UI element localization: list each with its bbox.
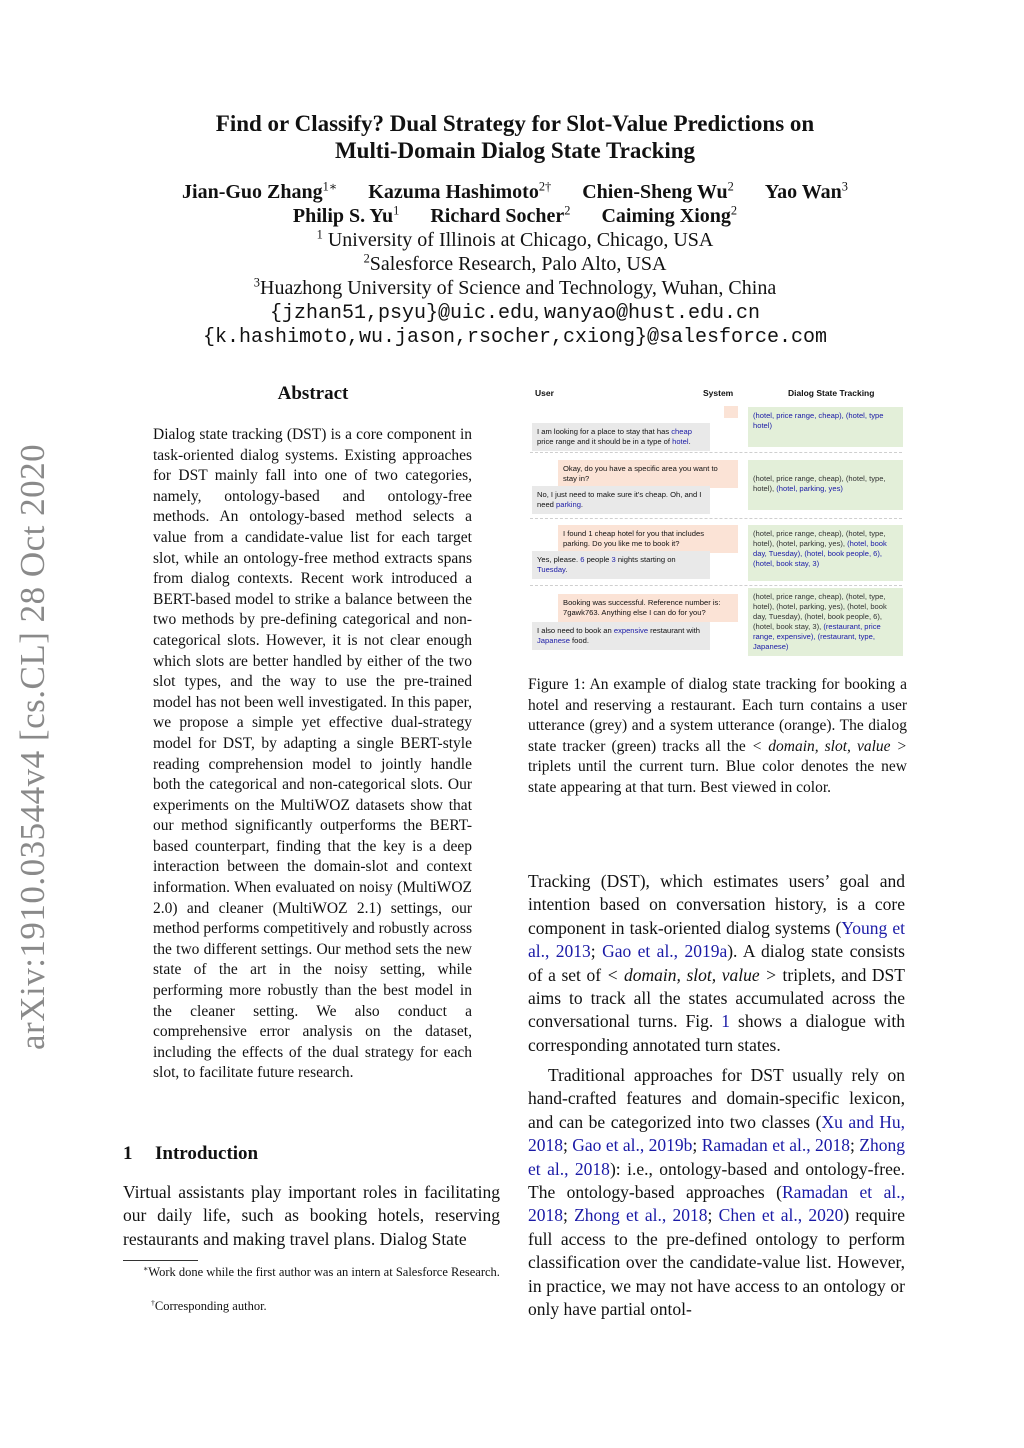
author-line-2 [150, 204, 880, 228]
author-mark: 2 [730, 203, 738, 218]
turn-separator [530, 518, 902, 519]
system-utterance: Okay, do you have a specific area you want to stay in? [558, 460, 738, 488]
title-line-1: Find or Classify? Dual Strategy for Slot-Value Predictions on [215, 111, 815, 136]
author-mark: 3 [841, 179, 848, 194]
user-utterance: Yes, please. 6 people 3 nights starting on Tuesday. [532, 551, 710, 579]
footnote-2: †Corresponding author. [151, 1297, 267, 1313]
figure-header-user: User [535, 388, 554, 398]
figure-1-dialog-example [528, 380, 906, 658]
affiliation-mark: 1 [316, 227, 323, 242]
dialog-state: (hotel, price range, cheap), (hotel, type, hotel), (hotel, parking, yes) [748, 460, 903, 510]
section-heading-introduction [123, 1143, 258, 1165]
body-paragraph-1: Tracking (DST), which estimates users’ goal and intention based on conversation history, is a core component in task-oriented dialog systems (Young et al., 2013; Gao et al., 2019a). A dialog state consists of a set of < domain, slot, value > triplets, and DST aims to track all the states accumulated across the conversational turns. Fig. 1 shows a dialogue with corresponding annotated turn states. [528, 871, 906, 1055]
citation-link[interactable]: Ramadan et al., 2018 [528, 1182, 905, 1226]
citation-link[interactable]: Gao et al., 2019a [602, 941, 728, 962]
author-block [150, 180, 880, 350]
abstract-body: Dialog state tracking (DST) is a core component in task-oriented dialog systems. Existing approaches for DST mainly fall into one of two categories, namely, ontology-based and ontology-free methods. An ontology-based method selects a value from a candidate-value list for each target slot, while an ontology-free method extracts spans from dialog contexts. Recent work introduced a BERT-based model to strike a balance between the two methods by pre-defining categorical and non-categorical slots. However, it is not clear enough which slots are better handled by either of the two slot types, and the way to use the pre-trained model has not been well investigated. In this paper, we propose a simple yet effective dual-strategy model for DST, by adapting a single BERT-style reading comprehension model to jointly handle both the categorical and non-categorical slots. Our experiments on the MultiWOZ datasets show that our method significantly outperforms the BERT-based counterpart, finding that the key is a deep interaction between the domain-slot and context information. When evaluated on noisy (MultiWOZ 2.0) and cleaner (MultiWOZ 2.1) settings, our method performs competitively and robustly across the two different settings. Our method sets the new state of the art in the noisy setting, while performing more robustly than the best model in the cleaner setting. We also conduct a comprehensive error analysis on the dataset, including the effects of the dual strategy for each slot, to facilitate future research. [153, 426, 472, 1082]
body-paragraph-2: Traditional approaches for DST usually rely on hand-crafted features and domain-specific lexicon, and can be categorized into two classes (Xu and Hu, 2018; Gao et al., 2019b; Ramadan et al., 2018; Zhong et al., 2018): i.e., ontology-based and ontology-free. The ontology-based approaches (Ramadan et al., 2018; Zhong et al., 2018; Chen et al., 2020) require full access to the pre-defined ontology to perform classification over the candidate-value list. However, in practice, we may not have access to an ontology or only have partial ontol- [528, 1065, 906, 1320]
section-title: Introduction [155, 1143, 259, 1164]
affiliation [150, 228, 880, 252]
affiliation-text: Huazhong University of Science and Technology, Wuhan, China [260, 277, 777, 299]
citation-link[interactable]: Xu and Hu, 2018 [528, 1111, 906, 1156]
affiliation-mark: 2 [363, 251, 370, 266]
affiliation [150, 276, 880, 300]
affiliation-mark: 3 [253, 275, 260, 290]
dialog-state: (hotel, price range, cheap), (hotel, type hotel) [748, 407, 903, 447]
author-mark: 1∗ [322, 179, 338, 194]
citation-link[interactable]: Ramadan et al., 2018 [701, 1135, 851, 1156]
author-name: Kazuma Hashimoto [368, 181, 539, 203]
author-mark: 1 [393, 203, 400, 218]
title-line-2: Multi-Domain Dialog State Tracking [334, 138, 696, 163]
email-line-1: {jzhan51,psyu}@uic.edu, wanyao@hust.edu.cn [269, 301, 761, 325]
turn-separator [530, 585, 902, 586]
affiliation-text: University of Illinois at Chicago, Chicago, USA [322, 229, 714, 251]
author-mark: 2† [538, 179, 552, 194]
paper-title [150, 110, 880, 164]
system-utterance: I found 1 cheap hotel for you that includes parking. Do you like me to book it? [558, 525, 738, 553]
citation-link[interactable]: Zhong et al., 2018 [528, 1135, 905, 1179]
citation-link[interactable]: Young et al., 2013 [528, 917, 906, 962]
affiliation-text: Salesforce Research, Palo Alto, USA [369, 253, 667, 275]
citation-link[interactable]: Chen et al., 2020 [718, 1205, 844, 1226]
abstract-heading: Abstract [277, 383, 349, 404]
footnote-1: ∗Work done while the first author was an intern at Salesforce Research. [143, 1263, 500, 1279]
arxiv-side-stamp: arXiv:1910.03544v4 [cs.CL] 28 Oct 2020 [13, 443, 52, 1050]
figure-header-dst: Dialog State Tracking [788, 388, 875, 398]
citation-link[interactable]: Zhong et al., 2018 [574, 1205, 708, 1226]
author-mark: 2 [727, 179, 734, 194]
citation-link[interactable]: Gao et al., 2019b [572, 1135, 693, 1156]
author-name: Chien-Sheng Wu [582, 181, 728, 203]
email-line-2[interactable]: {k.hashimoto,wu.jason,rsocher,cxiong}@salesforce.com [202, 326, 828, 349]
author-name: Yao Wan [764, 181, 842, 203]
figure-ref-link[interactable]: 1 [721, 1011, 730, 1032]
system-utterance: Booking was successful. Reference number is: 7gawk763. Anything else I can do for you? [558, 594, 738, 622]
turn-separator [530, 452, 902, 453]
intro-paragraph: Virtual assistants play important roles in facilitating our daily life, such as booking hotels, reserving restaurants and making travel plans. Dialog State [123, 1182, 500, 1249]
figure-header-system: System [703, 388, 734, 398]
footnote-mark: ∗ [143, 1263, 149, 1273]
footnote-rule [123, 1260, 198, 1261]
author-name: Caiming Xiong [601, 205, 731, 227]
affiliation [150, 252, 880, 276]
email[interactable]: {jzhan51,psyu}@uic.edu [269, 302, 534, 325]
user-utterance: I am looking for a place to stay that has cheap price range and it should be in a type of hotel. [532, 423, 710, 451]
dialog-state: (hotel, price range, cheap), (hotel, type, hotel), (hotel, parking, yes), (hotel, book day, Tuesday), (hotel, book people, 6), (hotel, book stay, 3), (restaurant, price range, expensive), (restaurant, type, Japanese) [748, 588, 903, 656]
author-name: Jian-Guo Zhang [182, 181, 323, 203]
author-line-1 [150, 180, 880, 204]
section-number: 1 [123, 1143, 133, 1164]
figure-1-caption: Figure 1: An example of dialog state tracking for booking a hotel and reserving a restaurant. Each turn contains a user utterance (grey) and a system utterance (orange). The dialog state tracker (green) tracks all the < domain, slot, value > triplets until the current turn. Blue color denotes the new state appearing at that turn. Best viewed in color. [528, 676, 907, 796]
user-utterance: I also need to book an expensive restaurant with Japanese food. [532, 622, 710, 650]
author-mark: 2 [564, 203, 571, 218]
author-name: Philip S. Yu [292, 205, 394, 227]
dialog-state: (hotel, price range, cheap), (hotel, type, hotel), (hotel, parking, yes), (hotel, book day, Tuesday), (hotel, book people, 6), (hotel, book stay, 3) [748, 525, 903, 581]
system-empty-bubble [724, 406, 738, 418]
footnote-mark: † [151, 1297, 155, 1307]
email[interactable]: wanyao@hust.edu.cn [544, 302, 761, 325]
user-utterance: No, I just need to make sure it's cheap. Oh, and I need parking. [532, 486, 710, 514]
author-name: Richard Socher [430, 205, 565, 227]
